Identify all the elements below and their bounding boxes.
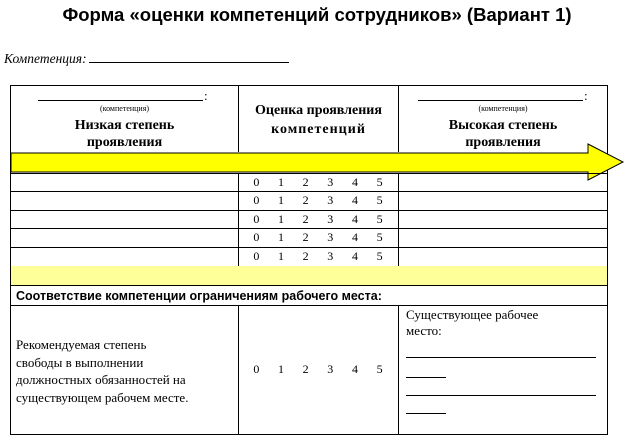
current-workplace bbox=[406, 307, 601, 339]
recommended-freedom-text bbox=[16, 336, 236, 406]
score-2[interactable]: 2 bbox=[302, 362, 309, 376]
score-1[interactable]: 1 bbox=[277, 230, 284, 244]
row-line-1 bbox=[10, 191, 608, 192]
score-5[interactable]: 5 bbox=[376, 249, 383, 263]
low-blank-colon: : bbox=[204, 88, 208, 103]
score-5[interactable]: 5 bbox=[376, 212, 383, 226]
score-1[interactable]: 1 bbox=[277, 362, 284, 376]
score-5[interactable]: 5 bbox=[376, 230, 383, 244]
rating-row bbox=[238, 212, 398, 227]
rating-row bbox=[238, 230, 398, 245]
low-caption: (компетенция) bbox=[99, 104, 150, 113]
workplace-blank-4[interactable] bbox=[406, 413, 446, 414]
rating-heading-line2: компетенций bbox=[271, 122, 366, 137]
competence-field bbox=[4, 50, 289, 67]
score-3[interactable]: 3 bbox=[327, 230, 334, 244]
low-competence-blank[interactable] bbox=[38, 88, 203, 101]
score-5[interactable]: 5 bbox=[376, 362, 383, 376]
constraint-bottom-line bbox=[10, 305, 608, 306]
score-4[interactable]: 4 bbox=[351, 230, 358, 244]
rating-row bbox=[238, 193, 398, 208]
row-line-3 bbox=[10, 228, 608, 229]
workplace-blank-1[interactable] bbox=[406, 357, 596, 358]
score-1[interactable]: 1 bbox=[277, 175, 284, 189]
score-2[interactable]: 2 bbox=[302, 212, 309, 226]
score-0[interactable]: 0 bbox=[253, 175, 260, 189]
score-5[interactable]: 5 bbox=[376, 193, 383, 207]
form-title: Форма «оценки компетенций сотрудников» (Вариант 1) bbox=[62, 4, 572, 25]
current-workplace-line1: Существующее рабочее bbox=[406, 307, 539, 322]
score-4[interactable]: 4 bbox=[351, 362, 358, 376]
score-2[interactable]: 2 bbox=[302, 175, 309, 189]
recommend-line-3: должностных обязанностей на bbox=[16, 372, 186, 387]
row-line-2 bbox=[10, 210, 608, 211]
score-2[interactable]: 2 bbox=[302, 193, 309, 207]
score-0[interactable]: 0 bbox=[253, 362, 260, 376]
score-2[interactable]: 2 bbox=[302, 249, 309, 263]
score-0[interactable]: 0 bbox=[253, 230, 260, 244]
low-heading-line1: Низкая степень bbox=[74, 118, 175, 133]
competence-label: Компетенция: bbox=[4, 51, 87, 66]
score-0[interactable]: 0 bbox=[253, 212, 260, 226]
rating-heading-line1: Оценка проявления bbox=[255, 103, 382, 118]
competence-blank[interactable] bbox=[89, 50, 289, 63]
score-0[interactable]: 0 bbox=[253, 193, 260, 207]
divider-v-right-rows bbox=[398, 173, 399, 266]
score-3[interactable]: 3 bbox=[327, 249, 334, 263]
freedom-rating-row bbox=[238, 362, 398, 377]
constraint-heading: Соответствие компетенции ограничениям рабочего места: bbox=[16, 289, 382, 303]
score-2[interactable]: 2 bbox=[302, 230, 309, 244]
score-3[interactable]: 3 bbox=[327, 175, 334, 189]
score-4[interactable]: 4 bbox=[351, 249, 358, 263]
score-3[interactable]: 3 bbox=[327, 362, 334, 376]
rating-row bbox=[238, 175, 398, 190]
divider-v-right-bottom bbox=[398, 305, 399, 435]
recommend-line-2: свободы в выполнении bbox=[16, 354, 144, 370]
rating-row bbox=[238, 249, 398, 264]
workplace-blank-2[interactable] bbox=[406, 377, 446, 378]
band-bottom-line bbox=[10, 285, 608, 286]
score-1[interactable]: 1 bbox=[277, 193, 284, 207]
low-heading-line2: проявления bbox=[86, 135, 163, 150]
recommend-line-1: Рекомендуемая степень bbox=[16, 337, 147, 352]
workplace-blank-3[interactable] bbox=[406, 395, 596, 396]
high-blank-colon: : bbox=[584, 88, 588, 103]
score-4[interactable]: 4 bbox=[351, 212, 358, 226]
high-competence-blank[interactable] bbox=[418, 88, 583, 101]
score-3[interactable]: 3 bbox=[327, 212, 334, 226]
row-line-0 bbox=[10, 173, 608, 174]
high-heading-line1: Высокая степень bbox=[448, 118, 558, 133]
high-heading-line2: проявления bbox=[465, 135, 541, 150]
score-1[interactable]: 1 bbox=[277, 249, 284, 263]
current-workplace-line2: место: bbox=[406, 323, 442, 338]
score-4[interactable]: 4 bbox=[351, 175, 358, 189]
recommend-line-4: существующем рабочем месте. bbox=[16, 389, 189, 405]
high-caption: (компетенция) bbox=[478, 104, 528, 113]
row-line-4 bbox=[10, 247, 608, 248]
score-1[interactable]: 1 bbox=[277, 212, 284, 226]
score-3[interactable]: 3 bbox=[327, 193, 334, 207]
score-0[interactable]: 0 bbox=[253, 249, 260, 263]
highlight-band bbox=[11, 266, 607, 285]
score-5[interactable]: 5 bbox=[376, 175, 383, 189]
score-4[interactable]: 4 bbox=[351, 193, 358, 207]
